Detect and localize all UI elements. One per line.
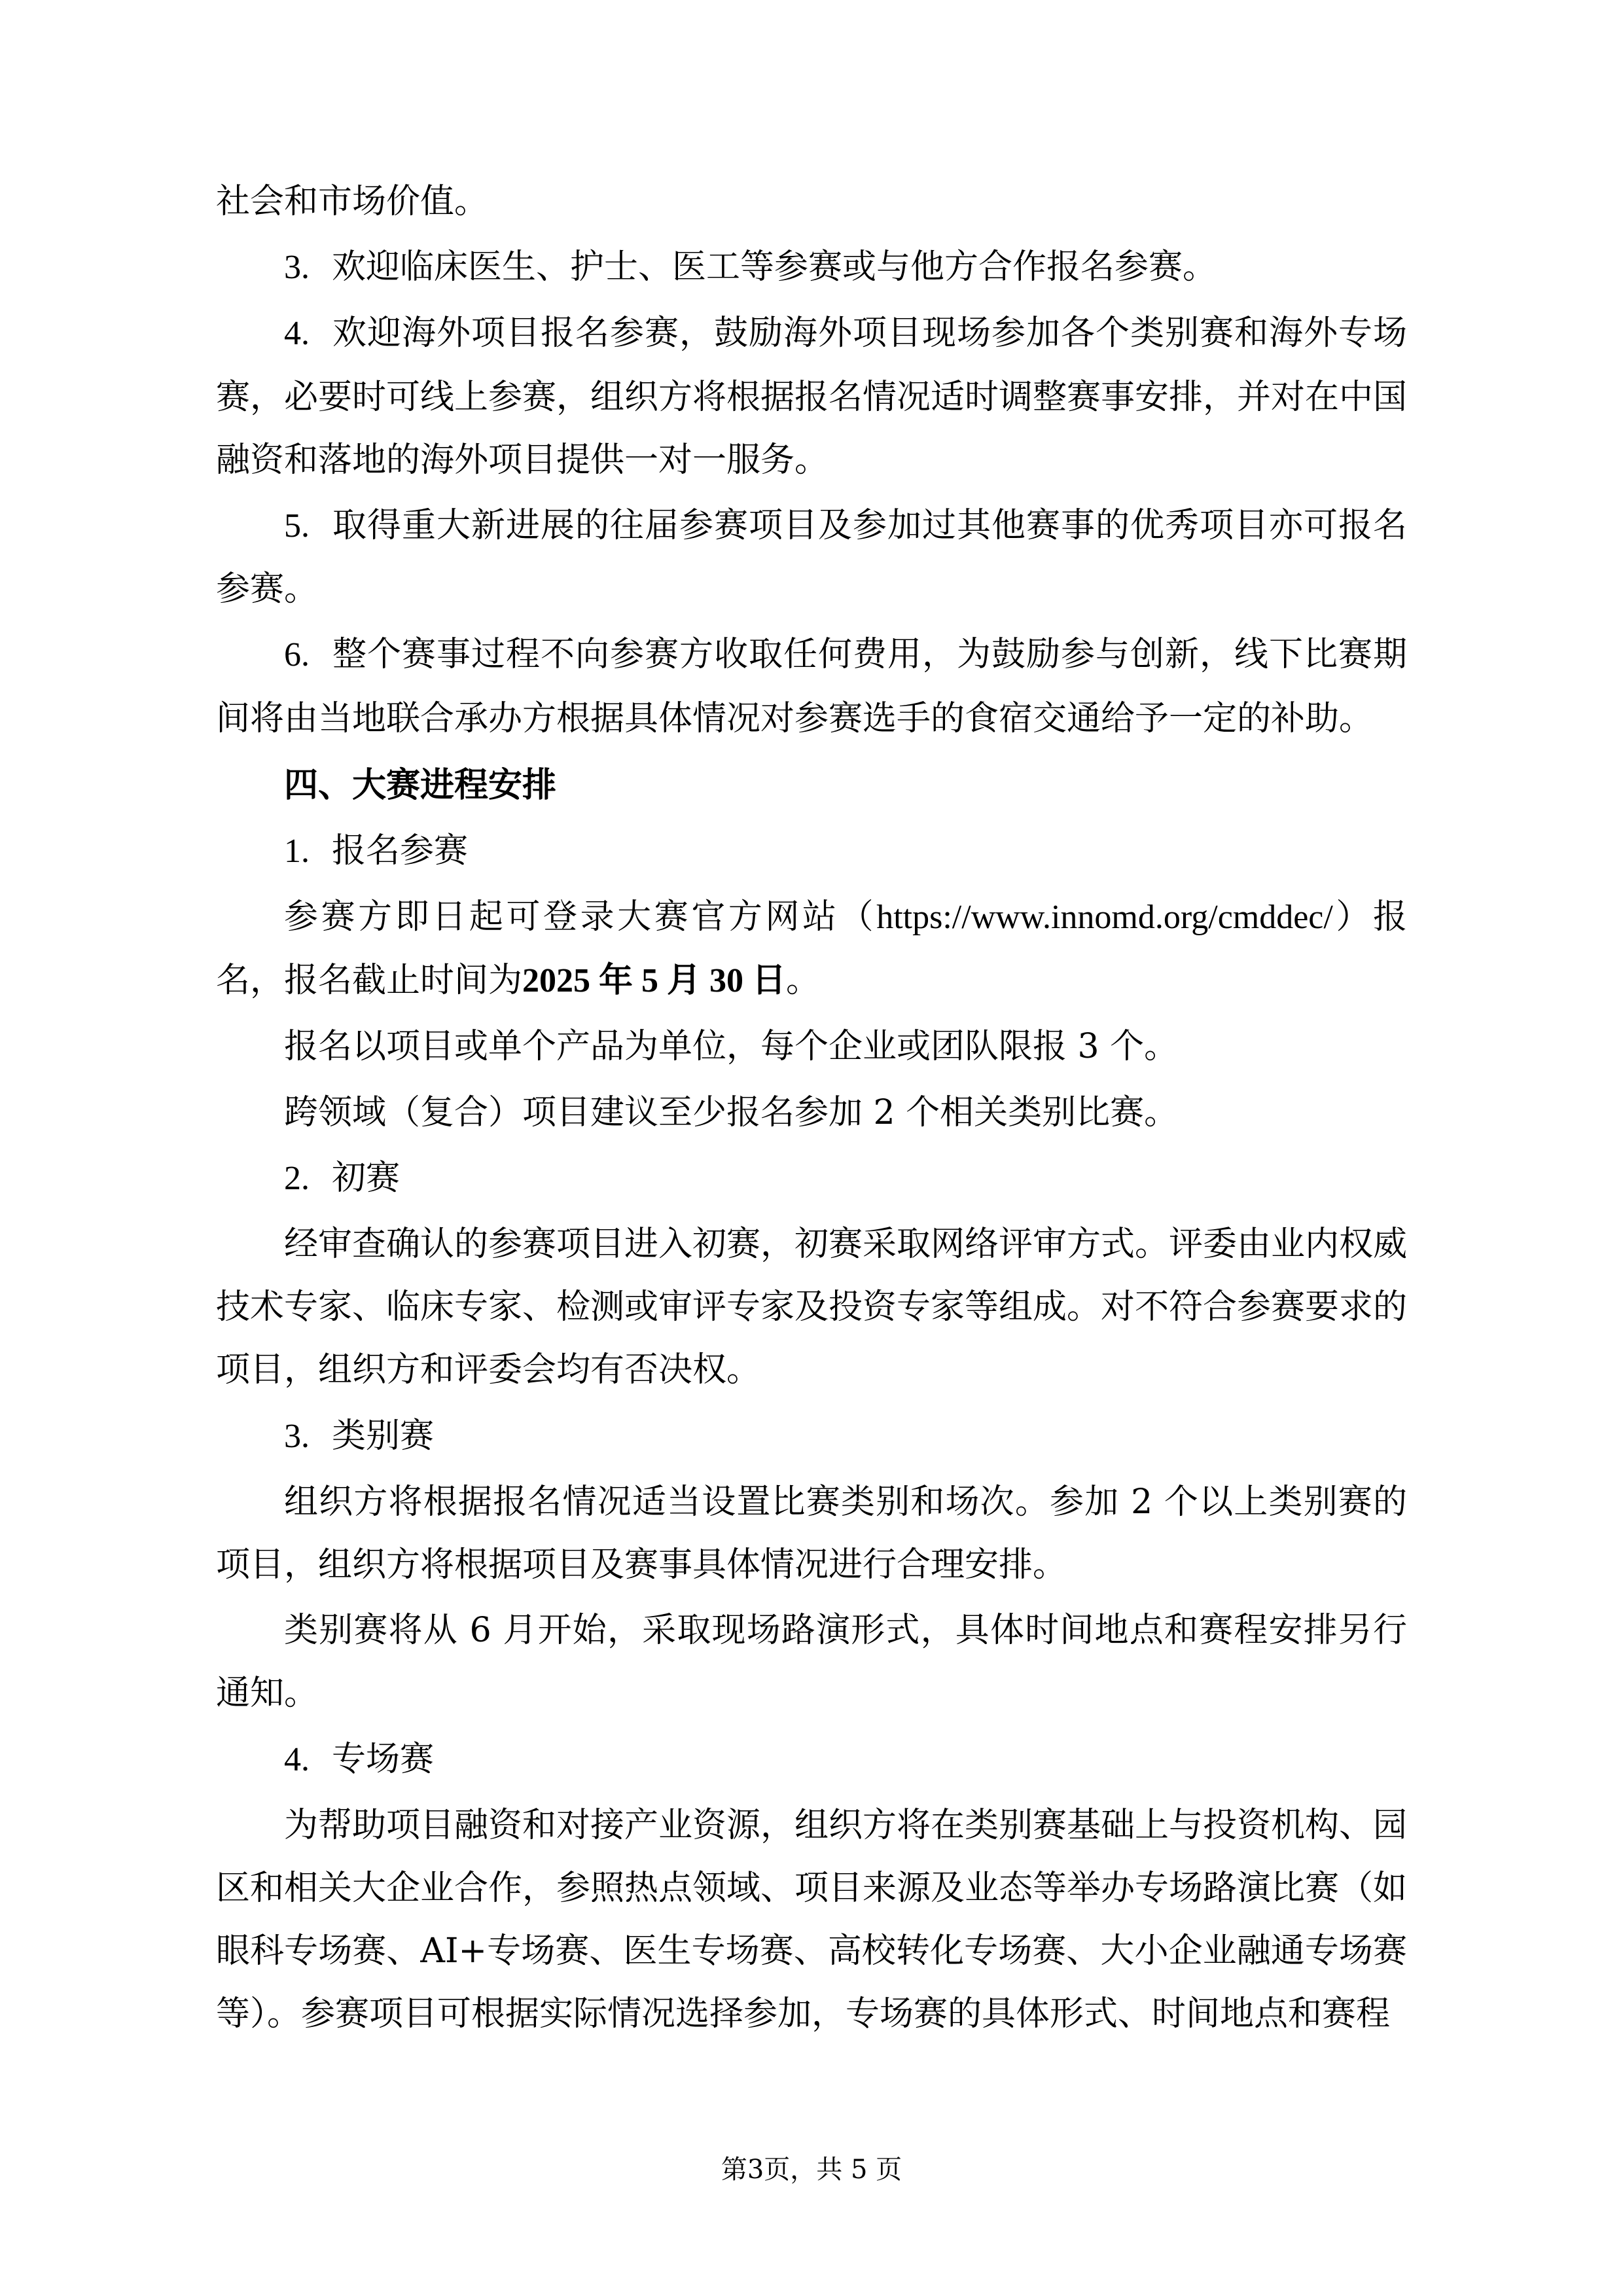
list-marker: 3. xyxy=(284,249,310,287)
list-item xyxy=(216,1147,1407,1210)
section-heading: 四、大赛进程安排 xyxy=(284,764,557,805)
paragraph: 组织方将根据报名情况适当设置比赛类别和场次。参加 2 个以上类别赛的项目，组织方将根据项目及赛事具体情况进行合理安排。 xyxy=(216,1482,1407,1585)
list-item-text: 整个赛事过程不向参赛方收取任何费用，为鼓励参与创新，线下比赛期间将由当地联合承办方根据具体情况对参赛选手的食宿交通给予一定的补助。 xyxy=(216,635,1407,738)
list-marker: 1. xyxy=(284,832,310,870)
list-item-text: 取得重大新进展的往届参赛项目及参加过其他赛事的优秀项目亦可报名参赛。 xyxy=(216,505,1407,609)
paragraph: 经审查确认的参赛项目进入初赛，初赛采取网络评审方式。评委由业内权威技术专家、临床专家、检测或审评专家及投资专家等组成。对不符合参赛要求的项目，组织方和评委会均有否决权。 xyxy=(216,1225,1408,1390)
list-item xyxy=(216,1405,1407,1468)
list-item-text: 专场赛 xyxy=(332,1739,435,1779)
document-body xyxy=(216,170,1407,2045)
paragraph: 跨领域（复合）项目建议至少报名参加 2 个相关类别比赛。 xyxy=(284,1092,1179,1132)
list-item xyxy=(216,819,1407,883)
list-marker: 2. xyxy=(284,1159,310,1197)
page-footer: 第3页，共 5 页 xyxy=(721,2155,902,2185)
list-item-text: 欢迎海外项目报名参赛，鼓励海外项目现场参加各个类别赛和海外专场赛，必要时可线上参赛，组织方将根据报名情况适时调整赛事安排，并对在中国融资和落地的海外项目提供一对一服务。 xyxy=(216,314,1408,480)
paragraph: 报名以项目或单个产品为单位，每个企业或团队限报 3 个。 xyxy=(284,1027,1179,1067)
list-marker: 4. xyxy=(284,315,310,353)
list-marker: 5. xyxy=(284,507,310,545)
list-item xyxy=(216,494,1407,620)
list-item xyxy=(216,623,1407,749)
paragraph: 社会和市场价值。 xyxy=(216,182,489,221)
paragraph: 为帮助项目融资和对接产业资源，组织方将在类别赛基础上与投资机构、园区和相关大企业合作，参照热点领域、项目来源及业态等举办专场路演比赛（如眼科专场赛、AI+专场赛、医生专场赛、高校转化专场赛、大小企业融通专场赛等）。参赛项目可根据实际情况选择参加，专场赛的具体形式、时间地点和赛程 xyxy=(216,1805,1408,2034)
list-marker: 4. xyxy=(284,1740,310,1778)
run-text: ）报名，报名截止时间为 xyxy=(216,897,1407,1001)
paragraph: 类别赛将从 6 月开始，采取现场路演形式，具体时间地点和赛程安排另行通知。 xyxy=(216,1611,1407,1713)
list-item xyxy=(216,1728,1407,1791)
list-marker: 6. xyxy=(284,636,310,674)
list-item xyxy=(216,236,1407,299)
list-marker: 3. xyxy=(284,1417,310,1455)
list-item-text: 欢迎临床医生、护士、医工等参赛或与他方合作报名参赛。 xyxy=(332,247,1217,287)
paragraph-with-url xyxy=(216,886,1407,1013)
list-item-text: 初赛 xyxy=(332,1158,401,1198)
list-item-text: 报名参赛 xyxy=(332,831,469,870)
run-text: 。 xyxy=(786,961,821,1001)
registration-url: https://www.innomd.org/cmddec/ xyxy=(876,899,1333,937)
deadline-date: 2025 年 5 月 30 日 xyxy=(522,962,787,1000)
list-item xyxy=(216,302,1407,492)
list-item-text: 类别赛 xyxy=(332,1416,435,1456)
run-text: 参赛方即日起可登录大赛官方网站（ xyxy=(284,897,877,937)
